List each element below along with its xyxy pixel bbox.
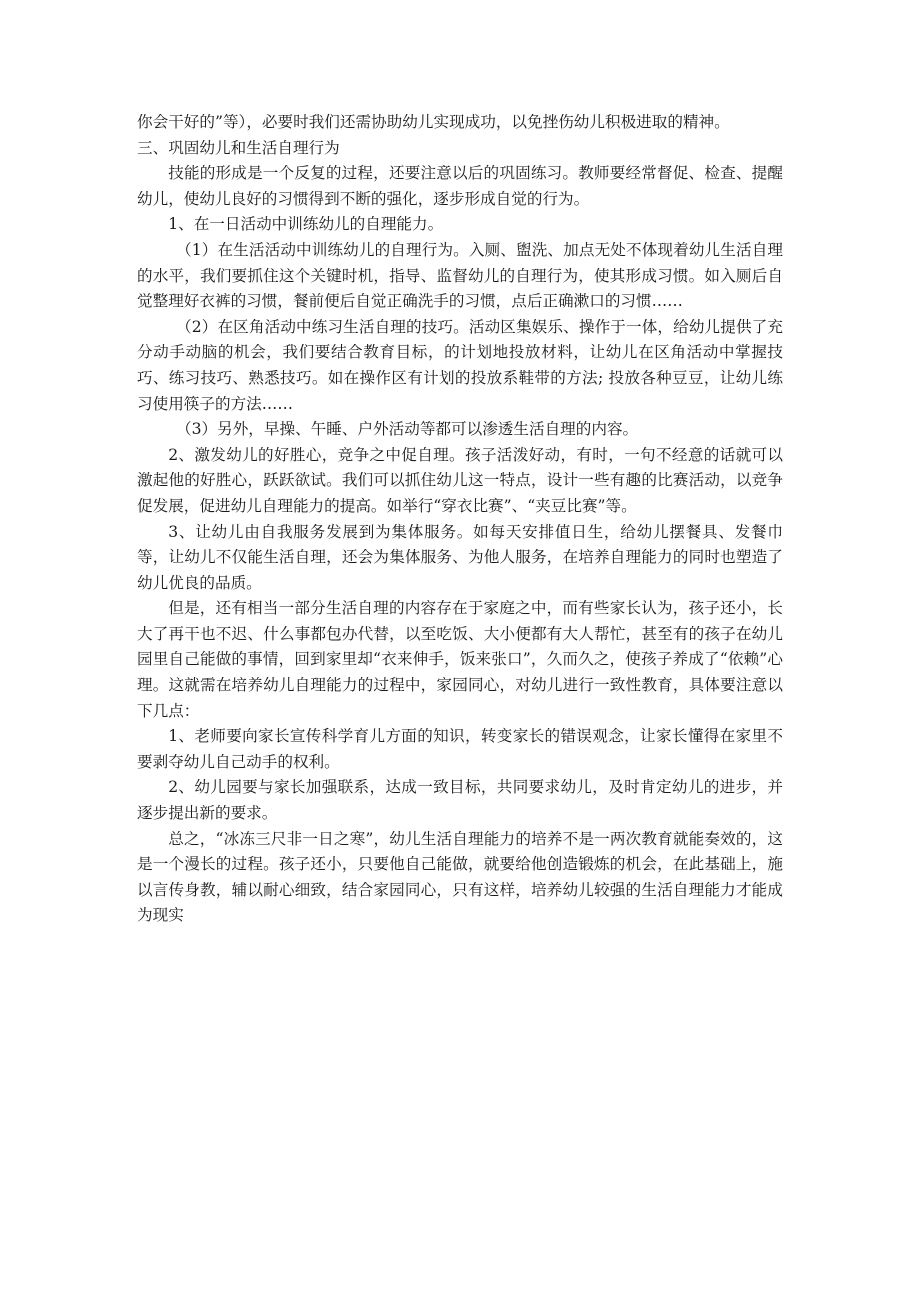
document-body: [137, 110, 783, 929]
list-item: 1、老师要向家长宣传科学育儿方面的知识，转变家长的错误观念，让家长懂得在家里不要剥夺幼儿自己动手的权利。: [137, 727, 783, 771]
list-item: 3、让幼儿由自我服务发展到为集体服务。如每天安排值日生，给幼儿摆餐具、发餐巾等，让幼儿不仅能生活自理，还会为集体服务、为他人服务，在培养自理能力的同时也塑造了幼儿优良的品质。: [137, 522, 783, 592]
section-heading: 三、巩固幼儿和生活自理行为: [137, 138, 340, 157]
list-item: 2、幼儿园要与家长加强联系，达成一致目标，共同要求幼儿，及时肯定幼儿的进步，并逐步提出新的要求。: [137, 778, 783, 823]
paragraph: 技能的形成是一个反复的过程，还要注意以后的巩固练习。教师要经常督促、检查、提醒幼儿，使幼儿良好的习惯得到不断的强化，逐步形成自觉的行为。: [137, 164, 783, 208]
sub-item: （1）在生活活动中训练幼儿的自理行为。入厕、盥洗、加点无处不体现着幼儿生活自理的水平，我们要抓住这个关键时机，指导、监督幼儿的自理行为，使其形成习惯。如入厕后自觉整理好衣裤的习惯，餐前便后自觉正确洗手的习惯，点后正确漱口的习惯……: [137, 240, 783, 311]
sub-item: （3）另外，早操、午睡、户外活动等都可以渗透生活自理的内容。: [176, 420, 639, 439]
paragraph-continued: 你会干好的”等），必要时我们还需协助幼儿实现成功，以免挫伤幼儿积极进取的精神。: [137, 113, 730, 131]
conclusion-paragraph: 总之，“冰冻三尺非一日之寒”，幼儿生活自理能力的培养不是一两次教育就能奏效的，这是一个漫长的过程。孩子还小，只要他自己能做，就要给他创造锻炼的机会，在此基础上，施以言传身教，辅以耐心细致，结合家园同心，只有这样，培养幼儿较强的生活自理能力才能成为现实: [137, 829, 783, 925]
sub-item: （2）在区角活动中练习生活自理的技巧。活动区集娱乐、操作于一体，给幼儿提供了充分动手动脑的机会，我们要结合教育目标，的计划地投放材料，让幼儿在区角活动中掌握技巧、练习技巧、熟悉技巧。如在操作区有计划的投放系鞋带的方法; 投放各种豆豆，让幼儿练习使用筷子的方法……: [137, 317, 783, 413]
list-item: 2、激发幼儿的好胜心，竞争之中促自理。孩子活泼好动，有时，一句不经意的话就可以激起他的好胜心，跃跃欲试。我们可以抓住幼儿这一特点，设计一些有趣的比赛活动，以竞争促发展，促进幼儿自理能力的提高。如举行“穿衣比赛”、“夹豆比赛”等。: [137, 445, 783, 515]
paragraph: 但是，还有相当一部分生活自理的内容存在于家庭之中，而有些家长认为，孩子还小，长大了再干也不迟、什么事都包办代替，以至吃饭、大小便都有大人帮忙，甚至有的孩子在幼儿园里自己能做的事情，回到家里却“衣来伸手，饭来张口”，久而久之，使孩子养成了“依赖”心理。这就需在培养幼儿自理能力的过程中，家园同心，对幼儿进行一致性教育，具体要注意以下几点：: [137, 599, 783, 720]
list-heading: 1、在一日活动中训练幼儿的自理能力。: [168, 215, 444, 234]
